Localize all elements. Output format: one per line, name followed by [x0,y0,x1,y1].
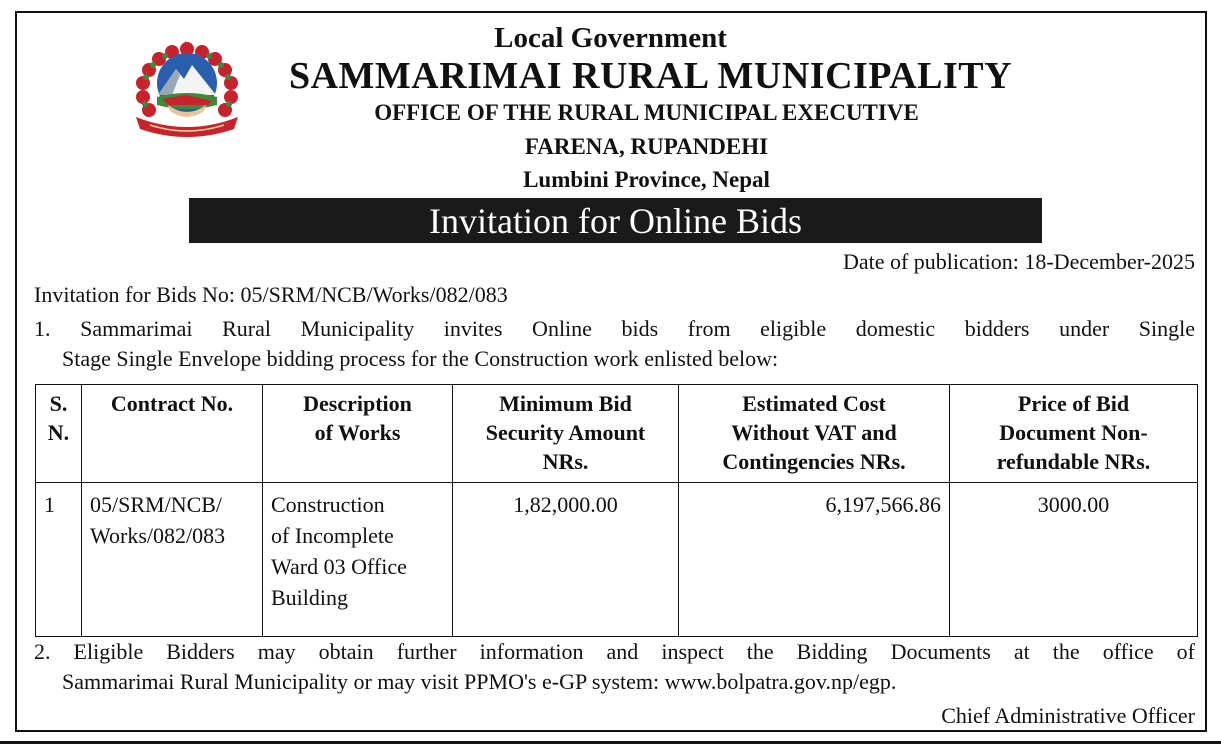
header-price-line: Price of Bid [1017,391,1130,416]
bids-table [35,384,1198,637]
cell-description-line: Ward 03 Office [271,554,407,579]
header-description-line: of Works [314,420,401,445]
province: Lumbini Province, Nepal [523,167,770,192]
office-name: OFFICE OF THE RURAL MUNICIPAL EXECUTIVE [374,100,919,125]
cell-contract-line: 05/SRM/NCB/ [90,492,223,517]
header-sn-line: N. [47,420,70,445]
paragraph-1-line-2: Stage Single Envelope bidding process for the Construction work enlisted below: [62,346,779,371]
cell-sn: 1 [36,483,82,637]
bottom-divider [0,741,1221,744]
header-description-line: Description [303,391,412,416]
cell-description-line: Construction [271,492,385,517]
header-description [263,385,453,483]
header-estimated-cost [679,385,950,483]
publication-date: Date of publication: 18-December-2025 [842,249,1195,274]
header-contract-no [82,385,263,483]
signatory-title: Chief Administrative Officer [941,703,1195,728]
table-header-row [36,385,1198,483]
header-min-bid-security [453,385,679,483]
table-row [36,483,1198,637]
paragraph-2-line-2: Sammarimai Rural Municipality or may visit PPMO's e-GP system: www.bolpatra.gov.np/egp. [62,669,897,694]
municipality-name: SAMMARIMAI RURAL MUNICIPALITY [288,55,1013,97]
paragraph-2 [34,637,1195,697]
government-level: Local Government [494,22,727,54]
header-price-line: Document Non- [999,420,1148,445]
cell-description-line: Building [271,585,349,610]
header-sn [36,385,82,483]
cell-contract-line: Works/082/083 [90,523,226,548]
header-estimated-line: Contingencies NRs. [722,449,906,474]
paragraph-1-line-1: 1. Sammarimai Rural Municipality invites Online bids from eligible domestic bidders under Single [34,316,1195,341]
office-location: FARENA, RUPANDEHI [524,134,769,159]
header-estimated-line: Estimated Cost [742,391,886,416]
cell-min-bid-security: 1,82,000.00 [453,483,679,637]
cell-contract-no [82,483,263,637]
paragraph-2-line-1: 2. Eligible Bidders may obtain further information and inspect the Bidding Documents at the office of [34,639,1195,664]
header-estimated-line: Without VAT and [731,420,897,445]
header-price-line: refundable NRs. [996,449,1151,474]
cell-bid-document-price: 3000.00 [950,483,1198,637]
header-min-bid-line: Minimum Bid [499,391,632,416]
cell-description-line: of Incomplete [271,523,394,548]
cell-description [263,483,453,637]
header-bid-document-price [950,385,1198,483]
cell-estimated-cost: 6,197,566.86 [679,483,950,637]
header-min-bid-line: NRs. [542,449,589,474]
ifb-number: Invitation for Bids No: 05/SRM/NCB/Works/082/083 [34,282,508,307]
header-sn-line: S. [49,391,68,416]
header-min-bid-line: Security Amount [485,420,646,445]
notice-title-banner: Invitation for Online Bids [189,198,1042,243]
paragraph-1 [34,314,1195,374]
header-contract-line: Contract No. [110,391,234,416]
